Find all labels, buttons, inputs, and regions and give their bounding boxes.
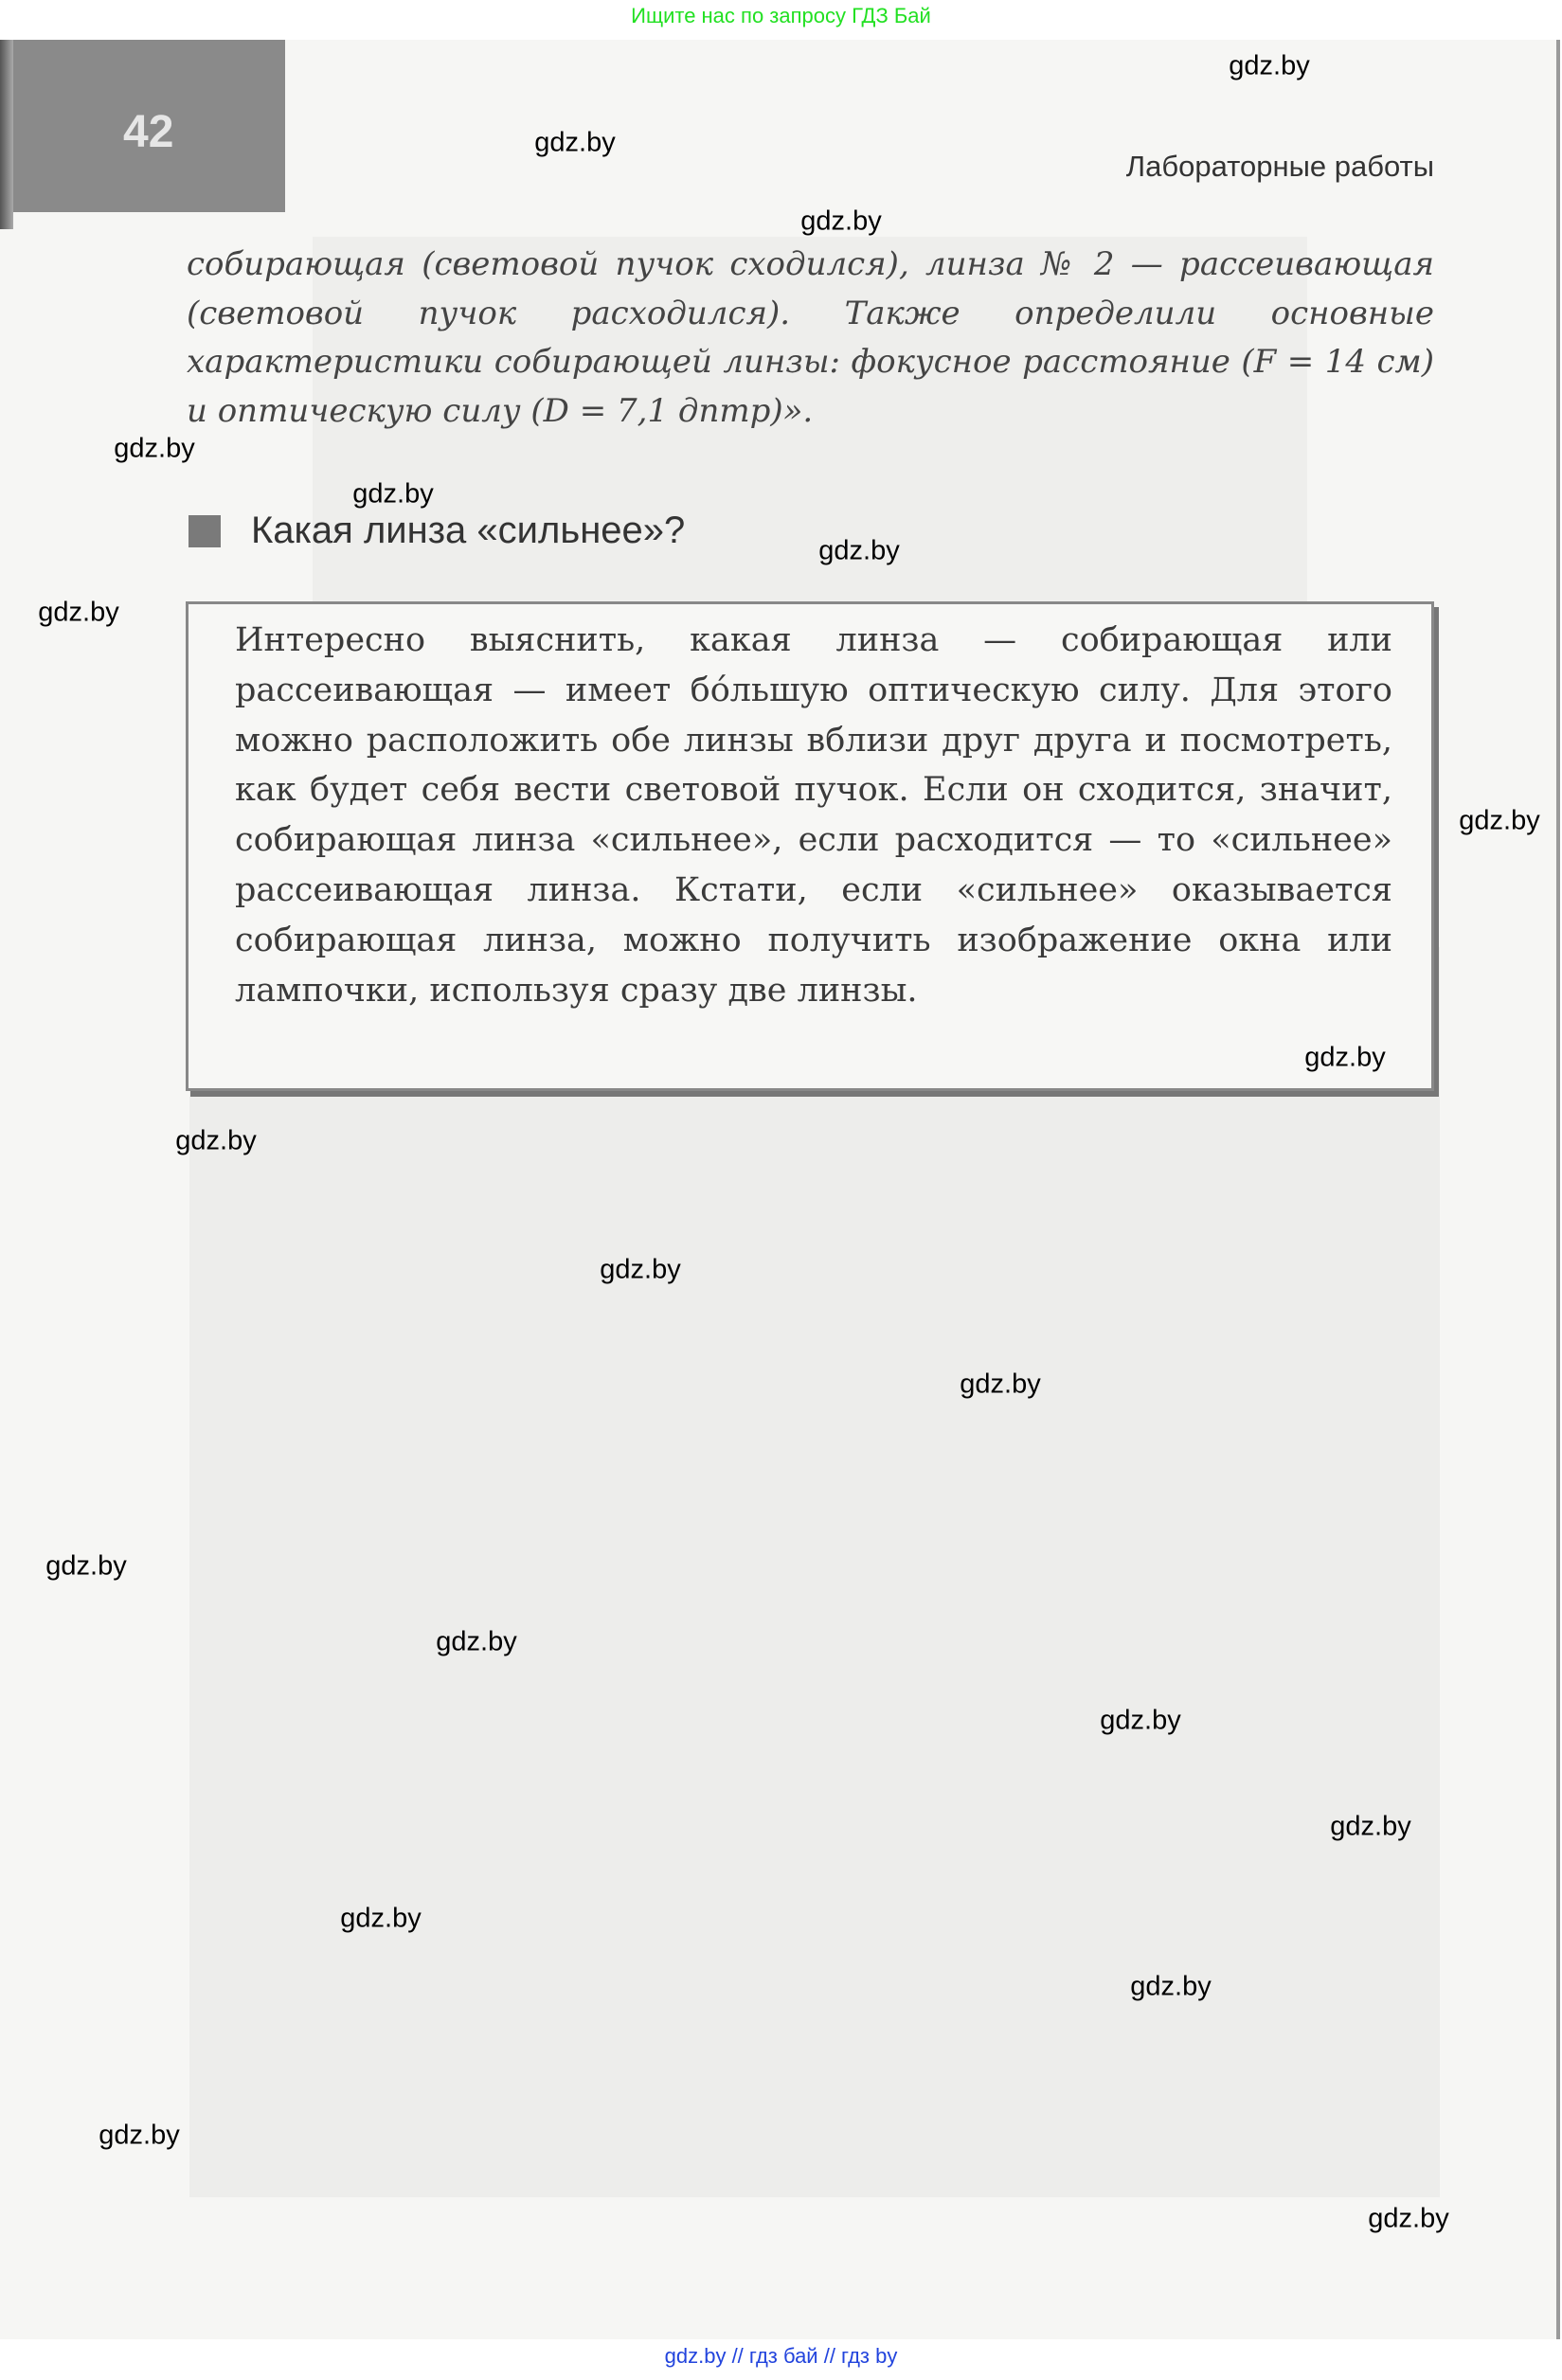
watermark: gdz.by: [600, 1254, 681, 1285]
watermark: gdz.by: [818, 535, 900, 566]
watermark: gdz.by: [45, 1550, 127, 1582]
watermark: gdz.by: [1304, 1042, 1386, 1073]
watermark: gdz.by: [1130, 1971, 1212, 2002]
info-box-text: Интересно выяснить, какая линза — собирающая или рассеивающая — имеет бóльшую оптическую силу. Для этого можно расположить обе линзы вблизи друг друга и посмотреть, как будет себя вести световой пучок. Если он сходится, значит, собирающая линза «сильнее», если расходится — то «сильнее» рассеивающая линза. Кстати, если «сильнее» оказывается собирающая линза, можно получить изображение окна или лампочки, используя сразу две линзы.: [235, 621, 1392, 1010]
watermark: gdz.by: [352, 478, 434, 510]
info-box: [186, 601, 1434, 1091]
section-heading: [189, 510, 685, 552]
page-spine: [0, 40, 13, 229]
footer-links[interactable]: gdz.by // гдз бай // гдз by: [664, 2344, 898, 2368]
watermark: gdz.by: [38, 597, 119, 628]
section-heading-text: Какая линза «сильнее»?: [251, 510, 686, 551]
watermark: gdz.by: [1100, 1705, 1181, 1736]
watermark: gdz.by: [436, 1626, 517, 1657]
watermark: gdz.by: [800, 206, 882, 237]
watermark: gdz.by: [960, 1369, 1041, 1400]
watermark: gdz.by: [99, 2120, 180, 2151]
search-banner[interactable]: Ищите нас по запросу ГДЗ Бай: [631, 4, 931, 27]
bleed-through-area: [189, 947, 1440, 2197]
watermark: gdz.by: [1368, 2203, 1449, 2234]
page-number: 42: [123, 107, 174, 157]
square-bullet-icon: [189, 515, 221, 547]
conclusion-paragraph: собирающая (световой пучок сходился), линза № 2 — рассеивающая (световой пучок расходился). Также определили основные характеристики собирающей линзы: фокусное расстояние (F = 14 см) и оптическую силу (D = 7,1 дптр)».: [187, 245, 1434, 430]
watermark: gdz.by: [1229, 50, 1310, 81]
watermark: gdz.by: [114, 433, 195, 464]
watermark: gdz.by: [1330, 1811, 1411, 1842]
watermark: gdz.by: [534, 127, 616, 158]
watermark: gdz.by: [175, 1125, 257, 1156]
running-header: Лабораторные работы: [1125, 150, 1434, 183]
watermark: gdz.by: [340, 1903, 422, 1934]
watermark: gdz.by: [1459, 805, 1540, 836]
